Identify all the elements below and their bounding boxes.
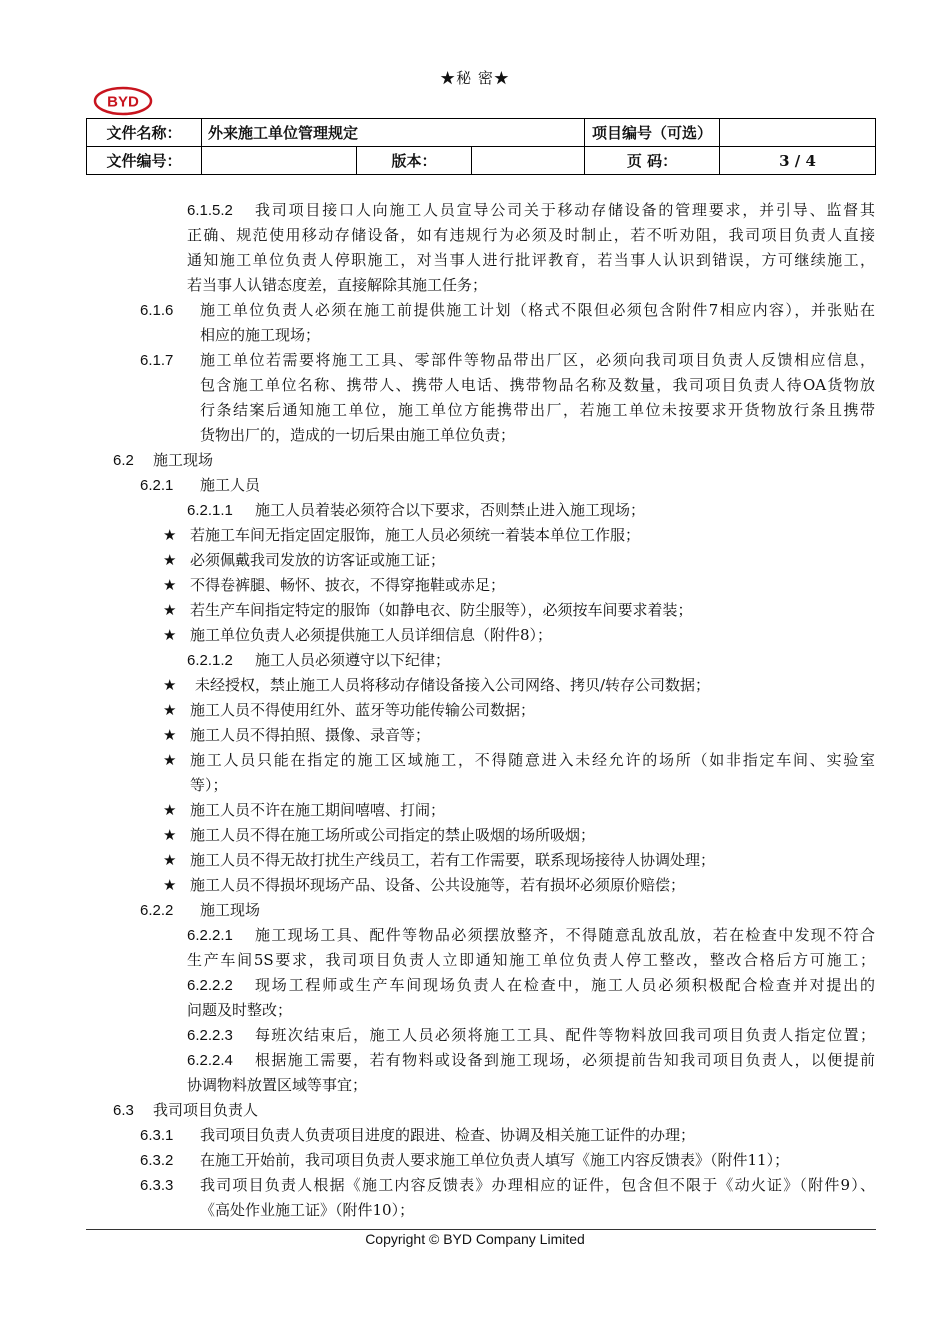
paragraph-text: 我司项目负责人根据《施工内容反馈表》办理相应的证件，包含但不限于《动火证》（附件9）、 [200, 1176, 875, 1194]
paragraph-text: 问题及时整改； [187, 1001, 293, 1019]
star-bullet-icon: ★ [163, 676, 177, 694]
file-no-value [202, 147, 357, 175]
document-header-table [86, 118, 876, 175]
page-label: 页 码： [585, 147, 720, 175]
paragraph-text: 我司项目负责人负责项目进度的跟进、检查、协调及相关施工证件的办理； [200, 1126, 696, 1144]
section-number: 6.1.5.2 [187, 202, 233, 219]
footer-copyright: Copyright © BYD Company Limited [365, 1231, 585, 1247]
paragraph-text: 在施工开始前，我司项目负责人要求施工单位负责人填写《施工内容反馈表》（附件11）； [200, 1151, 790, 1169]
star-bullet-icon: ★ [163, 601, 177, 619]
paragraph-text: 每班次结束后，施工人员必须将施工工具、配件等物料放回我司项目负责人指定位置； [255, 1026, 875, 1044]
paragraph-text: 行条结案后通知施工单位，施工单位方能携带出厂，若施工单位未按要求开货物放行条且携带 [200, 401, 875, 419]
section-number: 6.3 [113, 1102, 134, 1119]
project-no-value [720, 119, 876, 147]
list-item: 施工人员不得拍照、摄像、录音等； [190, 726, 431, 744]
logo-text: BYD [107, 93, 139, 111]
section-number: 6.2.2.3 [187, 1027, 233, 1044]
section-title: 施工现场 [153, 451, 214, 469]
paragraph-text: 我司项目接口人向施工人员宣导公司关于移动存储设备的管理要求，并引导、监督其 [255, 201, 875, 219]
classification-mark: ★秘 密★ [440, 69, 510, 87]
footer-divider [86, 1229, 876, 1230]
star-bullet-icon: ★ [163, 701, 177, 719]
file-name-label: 文件名称： [87, 119, 202, 147]
paragraph-text: 正确、规范使用移动存储设备，如有违规行为必须及时制止，若不听劝阻，我司项目负责人直接 [187, 226, 875, 244]
section-number: 6.3.3 [140, 1177, 174, 1194]
section-number: 6.2.2.2 [187, 977, 233, 994]
star-bullet-icon: ★ [163, 826, 177, 844]
list-item: 必须佩戴我司发放的访客证或施工证； [190, 551, 446, 569]
project-no-label: 项目编号（可选） [585, 119, 720, 147]
star-bullet-icon: ★ [163, 876, 177, 894]
section-number: 6.3.1 [140, 1127, 174, 1144]
star-bullet-icon: ★ [163, 801, 177, 819]
paragraph-text: 相应的施工现场； [200, 326, 321, 344]
list-item: 不得卷裤腿、畅怀、披衣，不得穿拖鞋或赤足； [190, 576, 506, 594]
star-bullet-icon: ★ [163, 551, 177, 569]
section-number: 6.2.1 [140, 477, 174, 494]
section-title: 我司项目负责人 [153, 1101, 259, 1119]
star-bullet-icon: ★ [163, 751, 177, 769]
list-item-continuation: 等）； [190, 776, 228, 794]
list-item: 若生产车间指定特定的服饰（如静电衣、防尘服等），必须按车间要求着装； [190, 601, 693, 619]
list-item: 施工人员不许在施工期间嘻嘻、打闹； [190, 801, 446, 819]
section-title: 施工现场 [200, 901, 261, 919]
version-label: 版本： [357, 147, 472, 175]
section-number: 6.2.2 [140, 902, 174, 919]
section-number: 6.1.7 [140, 352, 174, 369]
section-number: 6.2.2.1 [187, 927, 233, 944]
section-number: 6.2.1.2 [187, 652, 233, 669]
star-bullet-icon: ★ [163, 526, 177, 544]
paragraph-text: 根据施工需要，若有物料或设备到施工现场，必须提前告知我司项目负责人，以便提前 [255, 1051, 875, 1069]
list-item: 施工人员不得损坏现场产品、设备、公共设施等，若有损坏必须原价赔偿； [190, 876, 686, 894]
section-number: 6.3.2 [140, 1152, 174, 1169]
list-item: 未经授权，禁止施工人员将移动存储设备接入公司网络、拷贝/转存公司数据； [195, 676, 711, 694]
file-name-value: 外来施工单位管理规定 [202, 119, 585, 147]
paragraph-text: 协调物料放置区域等事宜； [187, 1076, 368, 1094]
star-bullet-icon: ★ [163, 576, 177, 594]
list-item: 施工单位负责人必须提供施工人员详细信息（附件8）； [190, 626, 553, 644]
list-item: 施工人员不得无故打扰生产线员工，若有工作需要，联系现场接待人协调处理； [190, 851, 716, 869]
star-bullet-icon: ★ [163, 626, 177, 644]
page-value: 3 / 4 [720, 147, 876, 175]
paragraph-text: 现场工程师或生产车间现场负责人在检查中，施工人员必须积极配合检查并对提出的 [255, 976, 875, 994]
section-title: 施工人员 [200, 476, 261, 494]
list-item: 若施工车间无指定固定服饰，施工人员必须统一着装本单位工作服； [190, 526, 641, 544]
section-number: 6.2.1.1 [187, 502, 233, 519]
star-bullet-icon: ★ [163, 726, 177, 744]
paragraph-text: 包含施工单位名称、携带人、携带人电话、携带物品名称及数量，我司项目负责人待OA货物放 [200, 376, 875, 394]
paragraph-text: 通知施工单位负责人停职施工，对当事人进行批评教育，若当事人认识到错误，方可继续施工， [187, 251, 875, 269]
paragraph-text: 货物出厂的，造成的一切后果由施工单位负责； [200, 426, 516, 444]
paragraph-text: 施工单位若需要将施工工具、零部件等物品带出厂区，必须向我司项目负责人反馈相应信息， [200, 351, 875, 369]
section-number: 6.2.2.4 [187, 1052, 233, 1069]
paragraph-text: 施工现场工具、配件等物品必须摆放整齐，不得随意乱放乱放，若在检查中发现不符合 [255, 926, 875, 944]
star-bullet-icon: ★ [163, 851, 177, 869]
list-item: 施工人员只能在指定的施工区域施工，不得随意进入未经允许的场所（如非指定车间、实验室 [190, 751, 875, 769]
file-no-label: 文件编号： [87, 147, 202, 175]
section-number: 6.1.6 [140, 302, 174, 319]
list-item: 施工人员不得在施工场所或公司指定的禁止吸烟的场所吸烟； [190, 826, 596, 844]
paragraph-text: 若当事人认错态度差，直接解除其施工任务； [187, 276, 488, 294]
list-item: 施工人员不得使用红外、蓝牙等功能传输公司数据； [190, 701, 536, 719]
paragraph-text: 生产车间5S要求，我司项目负责人立即通知施工单位负责人停工整改，整改合格后方可施工； [187, 951, 875, 969]
paragraph-text: 施工人员着装必须符合以下要求，否则禁止进入施工现场； [255, 501, 646, 519]
byd-logo [93, 86, 153, 116]
version-value [472, 147, 585, 175]
section-number: 6.2 [113, 452, 134, 469]
paragraph-text: 施工单位负责人必须在施工前提供施工计划（格式不限但必须包含附件7相应内容），并张贴在 [200, 301, 875, 319]
paragraph-text: 施工人员必须遵守以下纪律； [255, 651, 451, 669]
paragraph-text: 《高处作业施工证》（附件10）； [200, 1201, 415, 1219]
